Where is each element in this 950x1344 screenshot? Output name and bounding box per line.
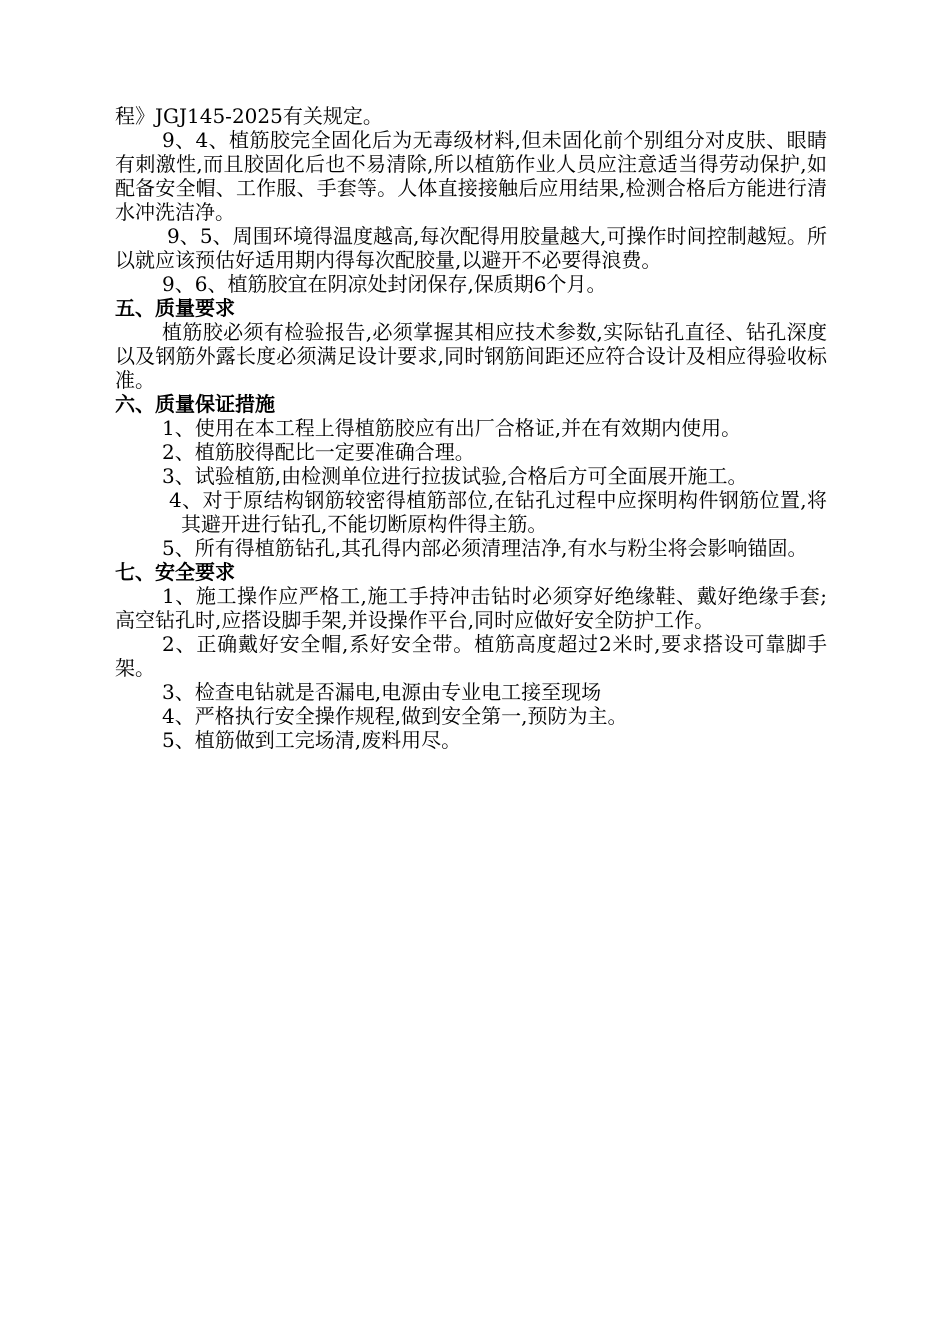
list-item-quality-measure-1: 1、使用在本工程上得植筋胶应有出厂合格证,并在有效期内使用。 [162,416,742,440]
list-item-quality-measure-3: 3、试验植筋,由检测单位进行拉拔试验,合格后方可全面展开施工。 [162,464,748,488]
document-page [115,104,827,752]
paragraph-9-4: 9、4、植筋胶完全固化后为无毒级材料,但未固化前个别组分对皮肤、眼睛有刺激性,而且胶固化后也不易清除,所以植筋作业人员应注意适当得劳动保护,如配备安全帽、工作服、手套等。人体直接接触后应用结果,检测合格后方能进行清水冲洗洁净。 [115,128,827,224]
list-item-quality-measure-2: 2、植筋胶得配比一定要准确合理。 [162,440,475,464]
paragraph-continuation: 程》JGJ145-2025有关规定。 [115,104,383,128]
list-item-safety-1: 1、施工操作应严格工,施工手持冲击钻时必须穿好绝缘鞋、戴好绝缘手套;高空钻孔时,应搭设脚手架,并设操作平台,同时应做好安全防护工作。 [115,584,827,632]
paragraph-9-6: 9、6、植筋胶宜在阴凉处封闭保存,保质期6个月。 [162,272,607,296]
list-item-safety-2: 2、正确戴好安全帽,系好安全带。植筋高度超过2米时,要求搭设可靠脚手架。 [115,632,827,680]
list-item-quality-measure-5: 5、所有得植筋钻孔,其孔得内部必须清理洁净,有水与粉尘将会影响锚固。 [162,536,808,560]
heading-quality-requirements: 五、质量要求 [115,296,235,320]
list-item-safety-5: 5、植筋做到工完场清,废料用尽。 [162,728,462,752]
heading-safety-requirements: 七、安全要求 [115,560,235,584]
list-item-safety-3: 3、检查电钻就是否漏电,电源由专业电工接至现场 [162,680,602,704]
paragraph-quality-requirements: 植筋胶必须有检验报告,必须掌握其相应技术参数,实际钻孔直径、钻孔深度以及钢筋外露长度必须满足设计要求,同时钢筋间距还应符合设计及相应得验收标准。 [115,320,827,392]
list-item-quality-measure-4: 4、对于原结构钢筋较密得植筋部位,在钻孔过程中应探明构件钢筋位置,将其避开进行钻孔,不能切断原构件得主筋。 [169,488,827,536]
paragraph-9-5: 9、5、周围环境得温度越高,每次配得用胶量越大,可操作时间控制越短。所以就应该预估好适用期内得每次配胶量,以避开不必要得浪费。 [115,224,827,272]
heading-quality-measures: 六、质量保证措施 [115,392,275,416]
list-item-safety-4: 4、严格执行安全操作规程,做到安全第一,预防为主。 [162,704,628,728]
